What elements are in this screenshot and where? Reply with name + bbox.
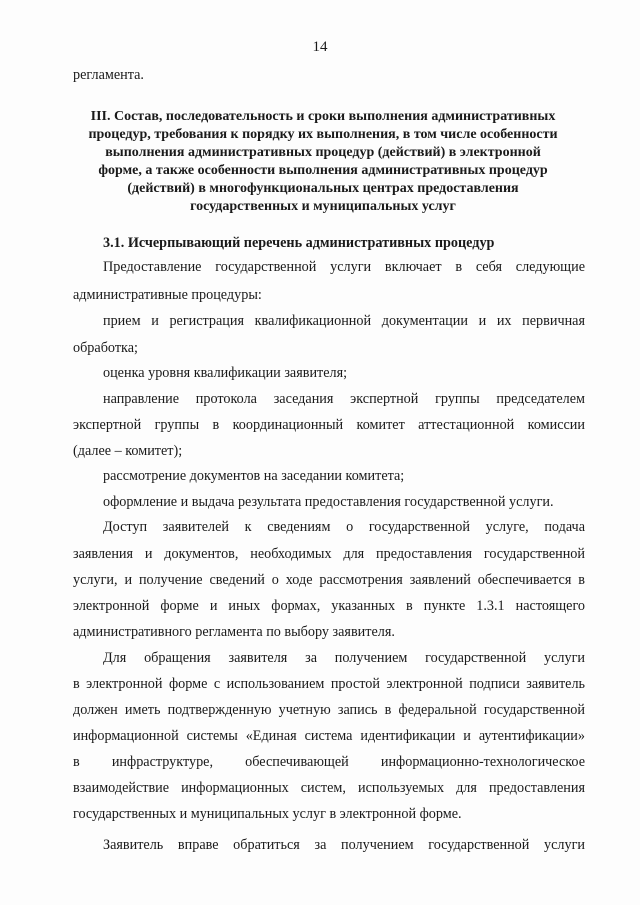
body-line: направление протокола заседания экспертной группы председателем xyxy=(103,391,585,407)
body-line: должен иметь подтвержденную учетную запись в федеральной государственной xyxy=(73,702,585,718)
body-line: в инфраструктуре, обеспечивающей информационно-технологическое xyxy=(73,754,585,770)
body-line: услуги, и получение сведений о ходе рассмотрения заявлений обеспечивается в xyxy=(73,572,585,588)
section-heading-line: форме, а также особенности выполнения административных процедур xyxy=(98,163,548,178)
body-line: экспертной группы в координационный комитет аттестационной комиссии xyxy=(73,417,585,433)
section-heading-line: (действий) в многофункциональных центрах предоставления xyxy=(127,181,519,196)
section-heading-line: выполнения административных процедур (действий) в электронной xyxy=(105,145,541,160)
body-line: административного регламента по выбору заявителя. xyxy=(73,624,395,640)
body-line: административные процедуры: xyxy=(73,287,262,303)
body-line: Для обращения заявителя за получением государственной услуги xyxy=(103,650,585,666)
subsection-heading: 3.1. Исчерпывающий перечень административных процедур xyxy=(103,235,495,251)
body-line: взаимодействие информационных систем, используемых для предоставления xyxy=(73,780,585,796)
body-line: рассмотрение документов на заседании комитета; xyxy=(103,468,405,484)
body-line: государственных и муниципальных услуг в электронной форме. xyxy=(73,806,462,822)
body-line: информационной системы «Единая система идентификации и аутентификации» xyxy=(73,728,585,744)
page-number: 14 xyxy=(312,39,328,55)
body-line: оформление и выдача результата предоставления государственной услуги. xyxy=(103,494,554,510)
section-heading-line: процедур, требования к порядку их выполнения, в том числе особенности xyxy=(88,127,558,142)
body-line: электронной форме и иных формах, указанных в пункте 1.3.1 настоящего xyxy=(73,598,585,614)
body-line: (далее – комитет); xyxy=(73,443,183,459)
body-line: оценка уровня квалификации заявителя; xyxy=(103,365,348,381)
body-line: Предоставление государственной услуги включает в себя следующие xyxy=(103,259,585,275)
section-heading-line: государственных и муниципальных услуг xyxy=(190,199,456,214)
body-line: Доступ заявителей к сведениям о государственной услуге, подача xyxy=(103,519,585,535)
body-line: заявления и документов, необходимых для предоставления государственной xyxy=(73,546,585,562)
body-line: прием и регистрация квалификационной документации и их первичная xyxy=(103,313,585,329)
body-line: в электронной форме с использованием простой электронной подписи заявитель xyxy=(73,676,585,692)
body-line: регламента. xyxy=(73,67,144,83)
body-line: обработка; xyxy=(73,340,138,356)
body-line: Заявитель вправе обратиться за получением государственной услуги xyxy=(103,837,585,853)
section-heading-line: III. Состав, последовательность и сроки выполнения административных xyxy=(90,109,556,124)
